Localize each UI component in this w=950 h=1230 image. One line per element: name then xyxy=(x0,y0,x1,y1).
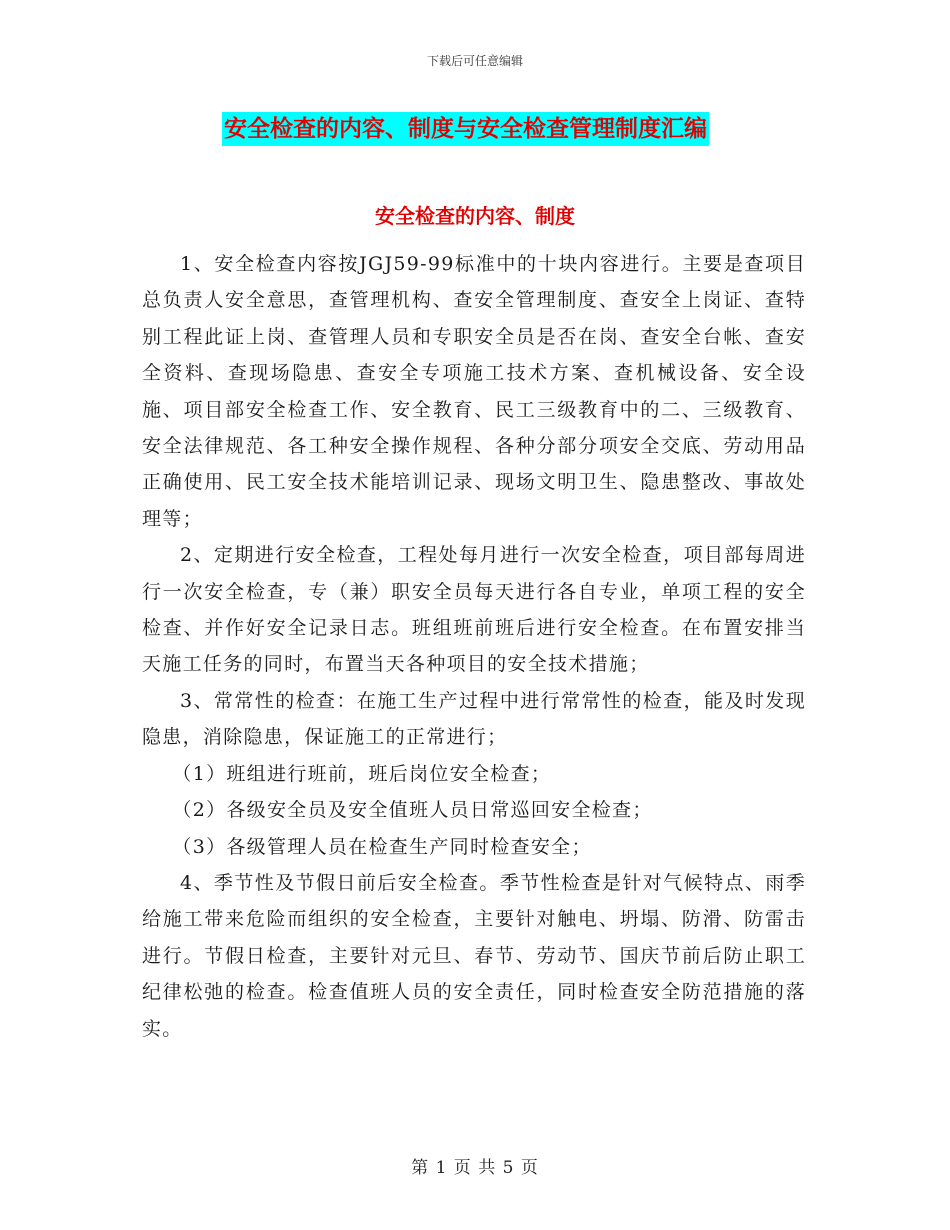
document-body xyxy=(142,246,806,1047)
paragraph-4: 4、季节性及节假日前后安全检查。季节性检查是针对气候特点、雨季给施工带来危险而组织的安全检查，主要针对触电、坍塌、防滑、防雷击进行。节假日检查，主要针对元旦、春节、劳动节、国庆节前后防止职工纪律松弛的检查。检查值班人员的安全责任，同时检查安全防范措施的落实。 xyxy=(142,871,806,1040)
sub-item-1: （1）班组进行班前，班后岗位安全检查； xyxy=(172,762,552,785)
sub-item-2: （2）各级安全员及安全值班人员日常巡回安全检查； xyxy=(172,799,653,822)
paragraph-1: 1、安全检查内容按JGJ59-99标准中的十块内容进行。主要是查项目总负责人安全意思，查管理机构、查安全管理制度、查安全上岗证、查特别工程此证上岗、查管理人员和专职安全员是否在岗、查安全台帐、查安全资料、查现场隐患、查安全专项施工技术方案、查机械设备、安全设施、项目部安全检查工作、安全教育、民工三级教育中的二、三级教育、安全法律规范、各工种安全操作规程、各种分部分项安全交底、劳动用品正确使用、民工安全技术能培训记录、现场文明卫生、隐患整改、事故处理等； xyxy=(142,253,806,530)
page-footer: 第 1 页 共 5 页 xyxy=(411,1158,539,1178)
sub-item-3: （3）各级管理人员在检查生产同时检查安全； xyxy=(172,835,592,858)
header-note: 下载后可任意编辑 xyxy=(426,54,523,68)
section-title: 安全检查的内容、制度 xyxy=(375,204,575,228)
document-title: 安全检查的内容、制度与安全检查管理制度汇编 xyxy=(222,112,709,146)
paragraph-2: 2、定期进行安全检查，工程处每月进行一次安全检查，项目部每周进行一次安全检查，专（兼）职安全员每天进行各自专业，单项工程的安全检查、并作好安全记录日志。班组班前班后进行安全检查。在布置安排当天施工任务的同时，布置当天各种项目的安全技术措施； xyxy=(142,544,806,676)
paragraph-3: 3、常常性的检查：在施工生产过程中进行常常性的检查，能及时发现隐患，消除隐患，保证施工的正常进行； xyxy=(142,689,806,749)
